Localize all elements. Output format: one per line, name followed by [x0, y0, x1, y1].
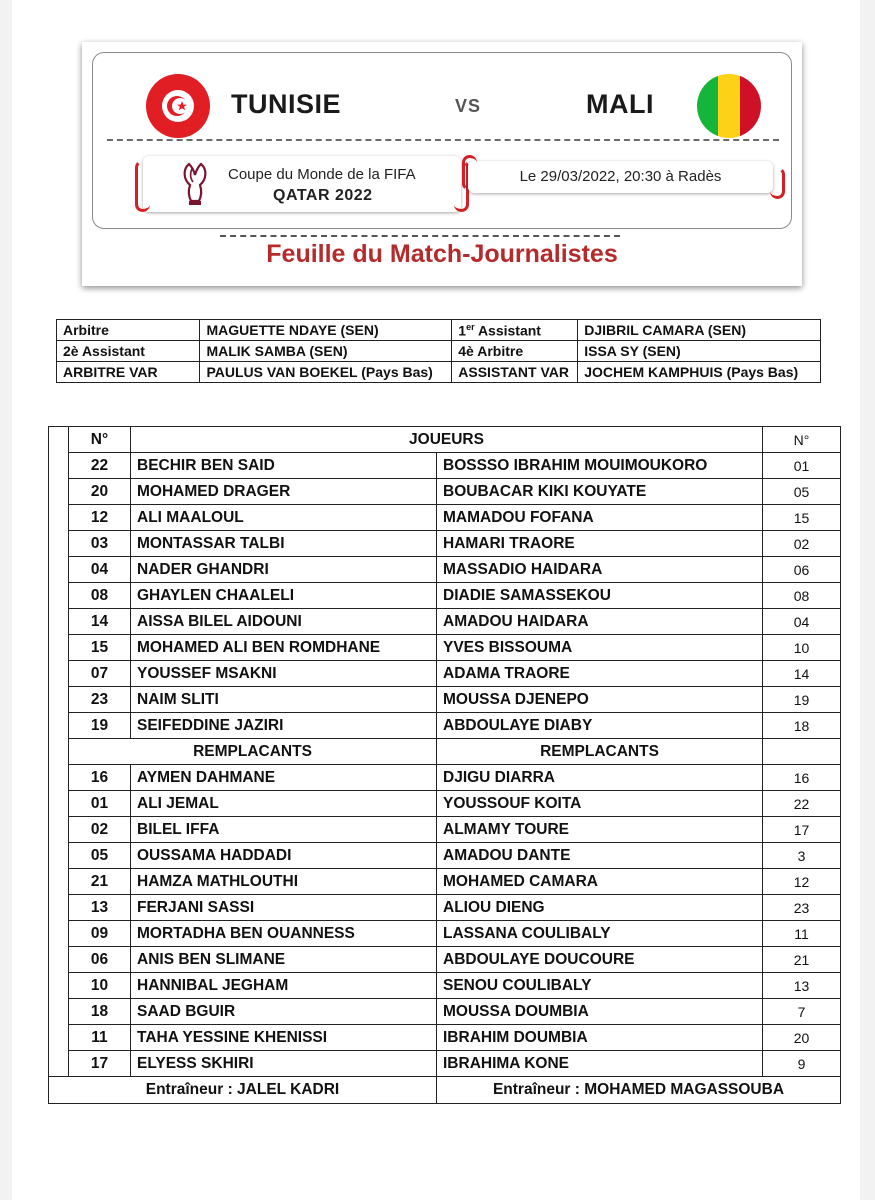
starter-row: [49, 505, 841, 531]
home-player-name: BILEL IFFA: [131, 817, 437, 843]
away-player-name: AMADOU HAIDARA: [437, 609, 763, 635]
date-venue-box: [468, 161, 773, 193]
divider: [107, 139, 779, 141]
home-player-name: FERJANI SASSI: [131, 895, 437, 921]
away-player-number: 06: [763, 557, 841, 583]
home-player-name: NAIM SLITI: [131, 687, 437, 713]
starter-row: [49, 661, 841, 687]
official-role: ARBITRE VAR: [57, 362, 200, 383]
substitute-row: [49, 973, 841, 999]
away-player-number: 02: [763, 531, 841, 557]
substitute-row: [49, 895, 841, 921]
official-name: JOCHEM KAMPHUIS (Pays Bas): [578, 362, 821, 383]
away-player-name: SENOU COULIBALY: [437, 973, 763, 999]
home-player-number: 10: [69, 973, 131, 999]
home-player-name: MOHAMED DRAGER: [131, 479, 437, 505]
substitute-row: [49, 947, 841, 973]
officials-row: [57, 362, 821, 383]
home-player-name: YOUSSEF MSAKNI: [131, 661, 437, 687]
away-player-name: AMADOU DANTE: [437, 843, 763, 869]
home-player-number: 03: [69, 531, 131, 557]
home-player-name: ELYESS SKHIRI: [131, 1051, 437, 1077]
away-player-name: MAMADOU FOFANA: [437, 505, 763, 531]
home-player-number: 18: [69, 999, 131, 1025]
home-player-number: 09: [69, 921, 131, 947]
substitute-row: [49, 843, 841, 869]
starter-row: [49, 687, 841, 713]
home-player-name: ALI JEMAL: [131, 791, 437, 817]
substitute-row: [49, 1025, 841, 1051]
away-player-number: 23: [763, 895, 841, 921]
officials-row: [57, 341, 821, 362]
home-player-number: 19: [69, 713, 131, 739]
home-player-number: 04: [69, 557, 131, 583]
home-player-name: MONTASSAR TALBI: [131, 531, 437, 557]
away-player-number: 01: [763, 453, 841, 479]
substitute-row: [49, 791, 841, 817]
away-player-number: 15: [763, 505, 841, 531]
home-player-name: AISSA BILEL AIDOUNI: [131, 609, 437, 635]
away-player-name: ADAMA TRAORE: [437, 661, 763, 687]
home-player-number: 15: [69, 635, 131, 661]
away-player-name: BOSSSO IBRAHIM MOUIMOUKORO: [437, 453, 763, 479]
starter-row: [49, 713, 841, 739]
away-player-name: MASSADIO HAIDARA: [437, 557, 763, 583]
match-sheet-page: [12, 0, 860, 1200]
away-player-name: MOUSSA DOUMBIA: [437, 999, 763, 1025]
away-player-name: IBRAHIM DOUMBIA: [437, 1025, 763, 1051]
coaches-row: [49, 1077, 841, 1104]
home-player-number: 02: [69, 817, 131, 843]
match-date-venue: Le 29/03/2022, 20:30 à Radès: [519, 168, 722, 185]
away-player-number: 05: [763, 479, 841, 505]
competition-box: [143, 156, 461, 212]
away-player-name: MOUSSA DJENEPO: [437, 687, 763, 713]
column-header-number: N°: [763, 427, 841, 453]
header-card: [82, 42, 802, 286]
official-role: 2è Assistant: [57, 341, 200, 362]
away-player-number: 13: [763, 973, 841, 999]
versus-label: VS: [455, 96, 482, 116]
home-player-number: 20: [69, 479, 131, 505]
starter-row: [49, 583, 841, 609]
home-player-number: 11: [69, 1025, 131, 1051]
starter-row: [49, 635, 841, 661]
substitute-row: [49, 765, 841, 791]
away-player-name: MOHAMED CAMARA: [437, 869, 763, 895]
away-player-number: 08: [763, 583, 841, 609]
match-banner: [92, 52, 792, 229]
home-coach: Entraîneur : JALEL KADRI: [49, 1077, 437, 1104]
sheet-title: Feuille du Match-Journalistes: [266, 240, 618, 268]
away-player-name: IBRAHIMA KONE: [437, 1051, 763, 1077]
substitutes-label-away: REMPLACANTS: [437, 739, 763, 765]
substitute-row: [49, 1051, 841, 1077]
column-header-players: JOUEURS: [131, 427, 763, 453]
away-player-name: YVES BISSOUMA: [437, 635, 763, 661]
home-player-name: AYMEN DAHMANE: [131, 765, 437, 791]
away-team-name: MALI: [586, 89, 654, 119]
away-player-number: 22: [763, 791, 841, 817]
home-player-name: SAAD BGUIR: [131, 999, 437, 1025]
column-header-number: N°: [69, 427, 131, 453]
home-player-number: 06: [69, 947, 131, 973]
home-player-number: 12: [69, 505, 131, 531]
mali-flag-icon: [697, 74, 761, 138]
officials-row: [57, 320, 821, 341]
divider: [220, 235, 620, 237]
substitutes-header-row: [49, 739, 841, 765]
world-cup-trophy-icon: [181, 161, 209, 207]
home-player-number: 07: [69, 661, 131, 687]
home-player-number: 22: [69, 453, 131, 479]
home-player-name: ALI MAALOUL: [131, 505, 437, 531]
home-player-number: 14: [69, 609, 131, 635]
official-name: ISSA SY (SEN): [578, 341, 821, 362]
away-player-name: YOUSSOUF KOITA: [437, 791, 763, 817]
away-player-name: ALMAMY TOURE: [437, 817, 763, 843]
lineup-table: [48, 426, 841, 1104]
competition-name: Coupe du Monde de la FIFA: [228, 166, 416, 183]
official-role: 1er Assistant: [452, 320, 578, 341]
official-role: ASSISTANT VAR: [452, 362, 578, 383]
away-player-number: 19: [763, 687, 841, 713]
away-player-number: 12: [763, 869, 841, 895]
home-player-number: 23: [69, 687, 131, 713]
competition-edition: QATAR 2022: [273, 187, 373, 204]
starter-row: [49, 453, 841, 479]
substitute-row: [49, 817, 841, 843]
tunisia-flag-icon: [146, 74, 210, 138]
home-player-name: TAHA YESSINE KHENISSI: [131, 1025, 437, 1051]
away-player-name: ALIOU DIENG: [437, 895, 763, 921]
home-player-name: HANNIBAL JEGHAM: [131, 973, 437, 999]
away-player-number: 3: [763, 843, 841, 869]
away-player-number: 14: [763, 661, 841, 687]
official-name: MALIK SAMBA (SEN): [200, 341, 452, 362]
away-player-number: 16: [763, 765, 841, 791]
home-player-name: NADER GHANDRI: [131, 557, 437, 583]
away-player-name: HAMARI TRAORE: [437, 531, 763, 557]
starter-row: [49, 609, 841, 635]
home-player-number: 21: [69, 869, 131, 895]
substitutes-label-home: REMPLACANTS: [69, 739, 437, 765]
away-player-name: LASSANA COULIBALY: [437, 921, 763, 947]
away-player-name: DJIGU DIARRA: [437, 765, 763, 791]
away-player-number: 11: [763, 921, 841, 947]
home-player-name: BECHIR BEN SAID: [131, 453, 437, 479]
official-name: PAULUS VAN BOEKEL (Pays Bas): [200, 362, 452, 383]
substitute-row: [49, 921, 841, 947]
substitute-row: [49, 869, 841, 895]
starter-row: [49, 479, 841, 505]
officials-table: [56, 319, 821, 383]
official-name: DJIBRIL CAMARA (SEN): [578, 320, 821, 341]
home-player-name: ANIS BEN SLIMANE: [131, 947, 437, 973]
official-role: 4è Arbitre: [452, 341, 578, 362]
home-player-name: HAMZA MATHLOUTHI: [131, 869, 437, 895]
starter-row: [49, 531, 841, 557]
substitute-row: [49, 999, 841, 1025]
lineup-header-row: [49, 427, 841, 453]
away-player-name: ABDOULAYE DOUCOURE: [437, 947, 763, 973]
home-team-name: TUNISIE: [231, 89, 342, 119]
away-player-number: 10: [763, 635, 841, 661]
home-player-name: MORTADHA BEN OUANNESS: [131, 921, 437, 947]
away-player-number: 04: [763, 609, 841, 635]
official-role: Arbitre: [57, 320, 200, 341]
away-player-number: 18: [763, 713, 841, 739]
home-player-number: 16: [69, 765, 131, 791]
away-player-name: DIADIE SAMASSEKOU: [437, 583, 763, 609]
away-player-number: 9: [763, 1051, 841, 1077]
home-player-name: MOHAMED ALI BEN ROMDHANE: [131, 635, 437, 661]
away-player-number: 21: [763, 947, 841, 973]
away-player-name: BOUBACAR KIKI KOUYATE: [437, 479, 763, 505]
home-player-number: 05: [69, 843, 131, 869]
away-player-number: 17: [763, 817, 841, 843]
home-player-name: OUSSAMA HADDADI: [131, 843, 437, 869]
home-player-name: SEIFEDDINE JAZIRI: [131, 713, 437, 739]
official-name: MAGUETTE NDAYE (SEN): [200, 320, 452, 341]
starter-row: [49, 557, 841, 583]
home-player-name: GHAYLEN CHAALELI: [131, 583, 437, 609]
home-player-number: 08: [69, 583, 131, 609]
home-player-number: 17: [69, 1051, 131, 1077]
home-player-number: 13: [69, 895, 131, 921]
away-player-number: 7: [763, 999, 841, 1025]
away-coach: Entraîneur : MOHAMED MAGASSOUBA: [437, 1077, 841, 1104]
home-player-number: 01: [69, 791, 131, 817]
away-player-number: 20: [763, 1025, 841, 1051]
away-player-name: ABDOULAYE DIABY: [437, 713, 763, 739]
